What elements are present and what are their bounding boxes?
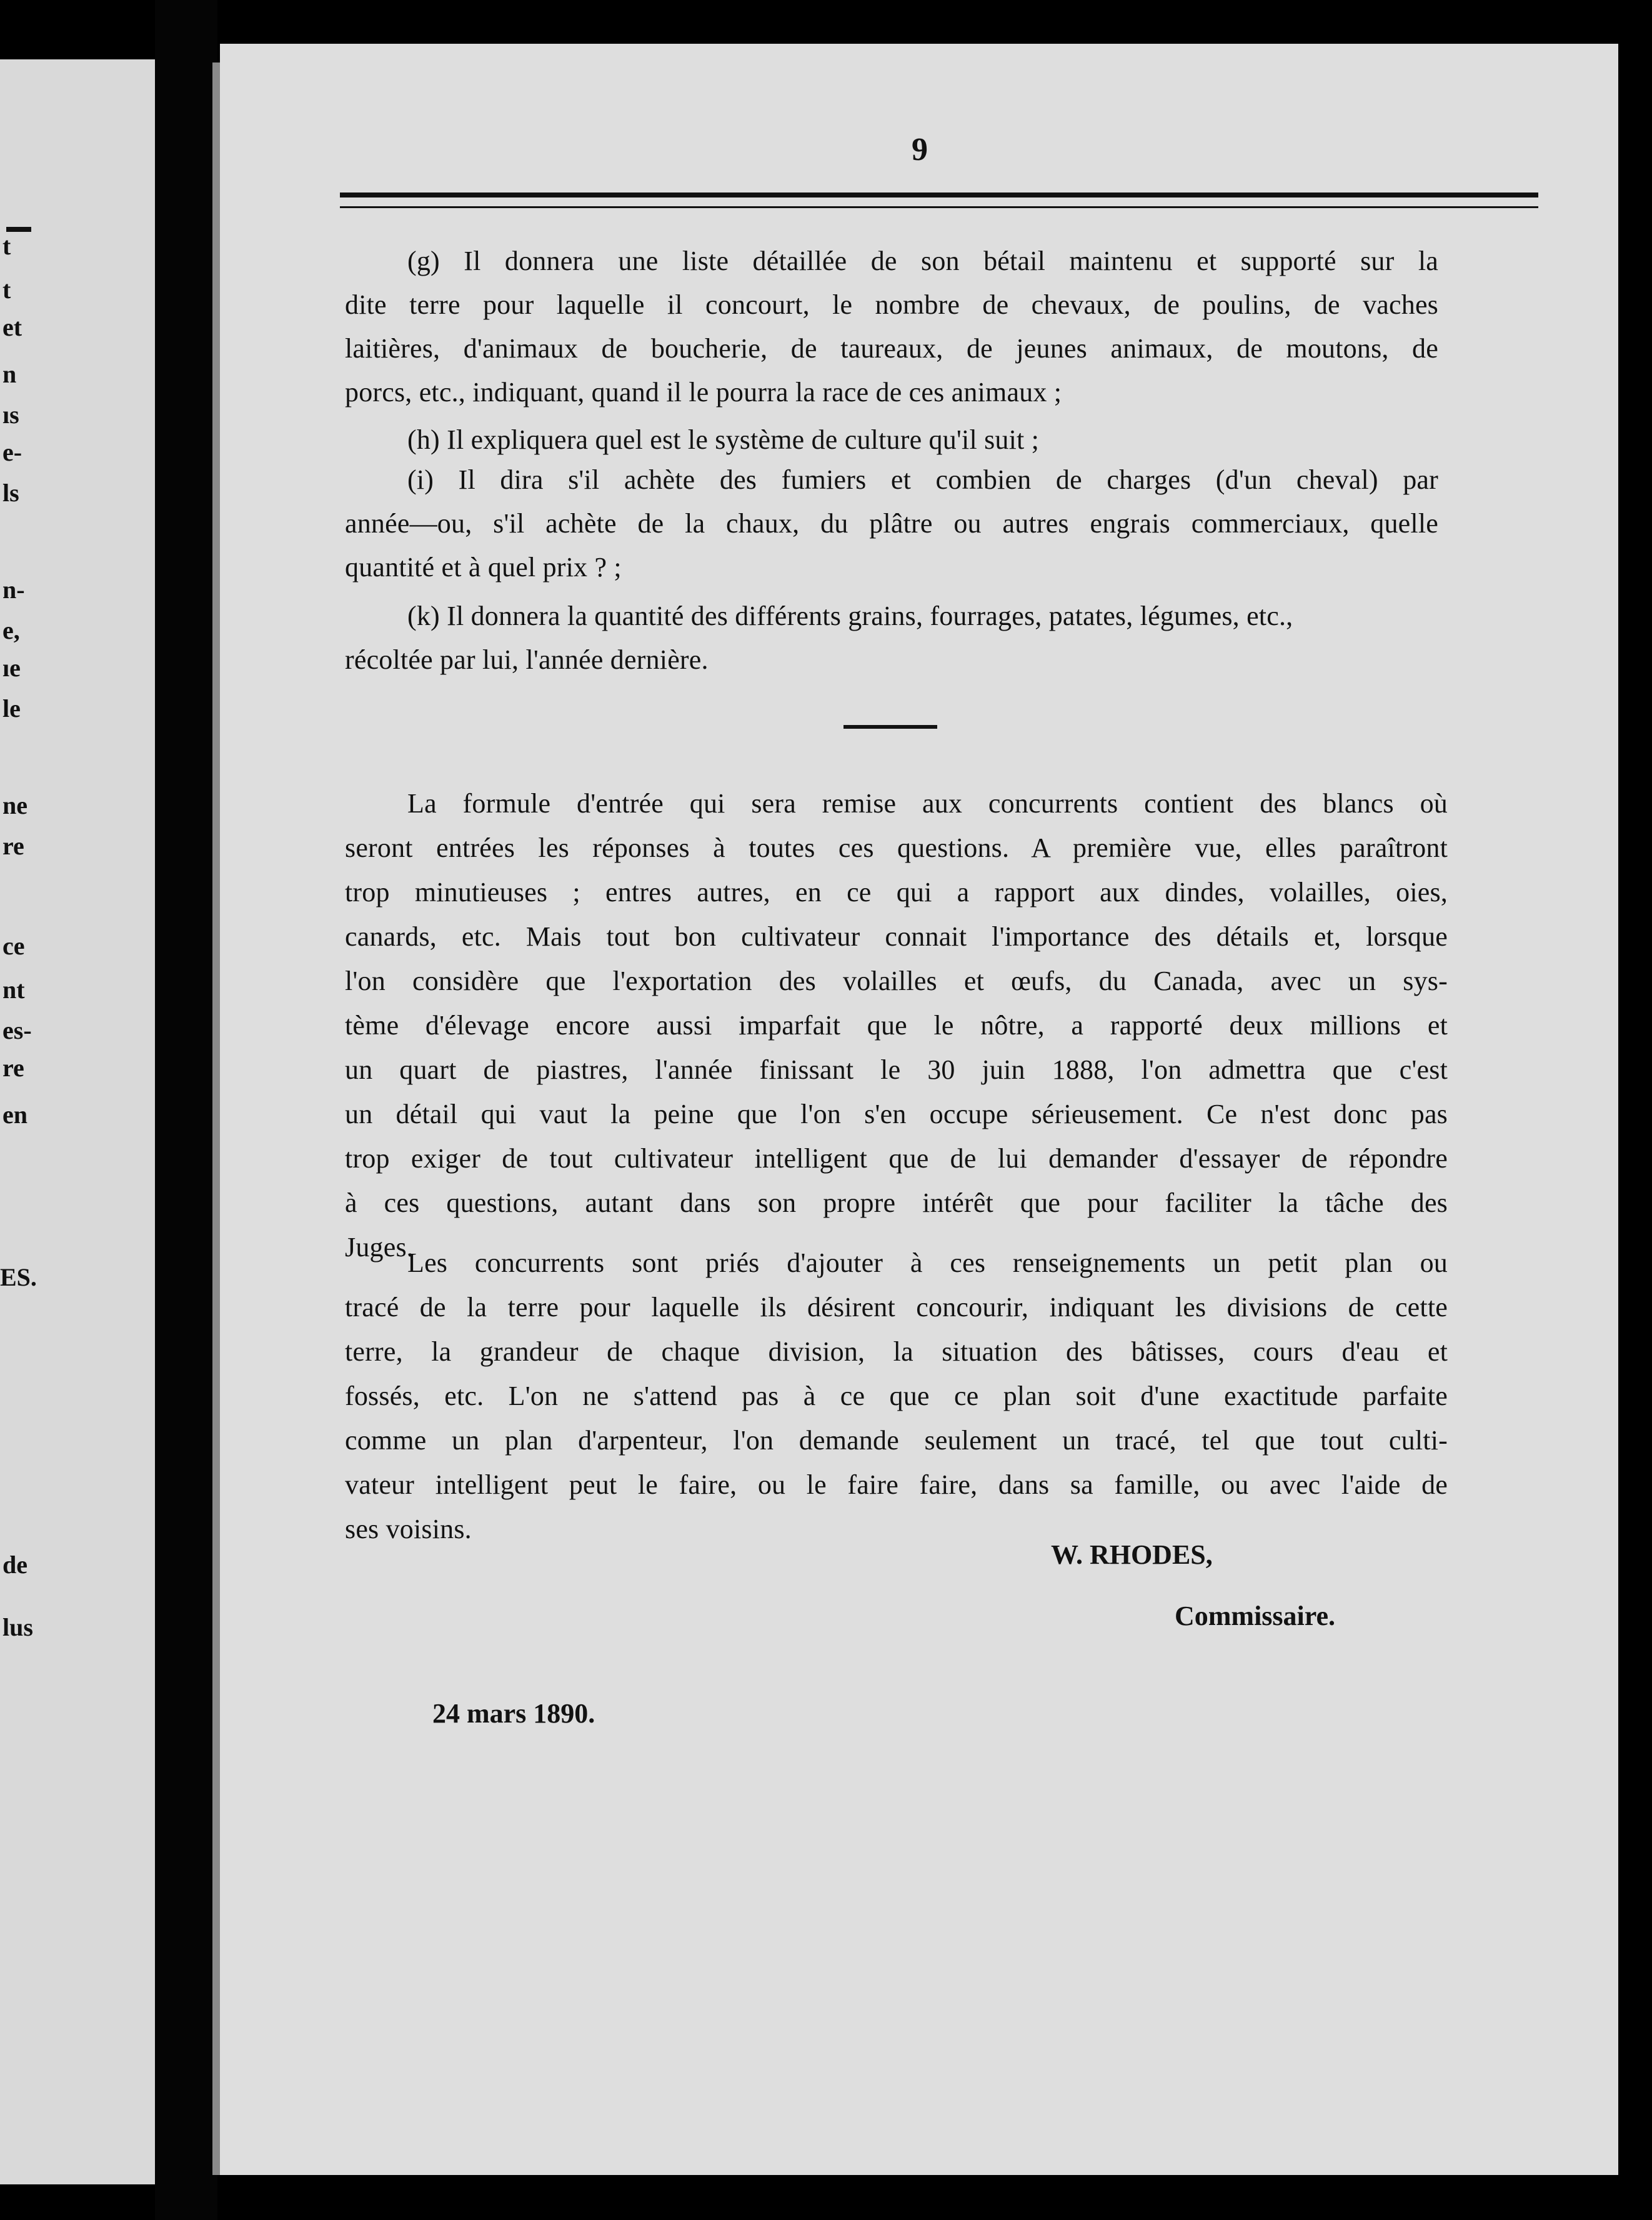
left-page-fragment: ıs xyxy=(2,401,19,429)
paragraph-1-line: La formule d'entrée qui sera remise aux concurrents contient des blancs où xyxy=(407,788,1448,819)
section-k-line: récoltée par lui, l'année dernière. xyxy=(345,644,709,675)
section-g-line: dite terre pour laquelle il concourt, le nombre de chevaux, de poulins, de vaches xyxy=(345,289,1438,320)
left-page-fragment: ce xyxy=(2,932,25,960)
paragraph-1-line: à ces questions, autant dans son propre intérêt que pour faciliter la tâche des xyxy=(345,1188,1448,1218)
header-rule-thin xyxy=(340,206,1538,208)
left-page-fragment: lus xyxy=(2,1613,33,1641)
left-page-fragment: ne xyxy=(2,791,27,819)
left-page-fragment: n xyxy=(2,360,17,388)
paragraph-1-line: trop minutieuses ; entres autres, en ce qui a rapport aux dindes, volailles, oies, xyxy=(345,877,1448,908)
left-page-fragment: ls xyxy=(2,479,19,507)
paragraph-2-line: terre, la grandeur de chaque division, la situation des bâtisses, cours d'eau et xyxy=(345,1336,1448,1367)
section-h-line: (h) Il expliquera quel est le système de culture qu'il suit ; xyxy=(407,424,1040,455)
section-g-line: (g) Il donnera une liste détaillée de son bétail maintenu et supporté sur la xyxy=(407,246,1438,276)
paragraph-2-line: fossés, etc. L'on ne s'attend pas à ce que ce plan soit d'une exactitude parfaite xyxy=(345,1381,1448,1411)
paragraph-1-line: l'on considère que l'exportation des volailles et œufs, du Canada, avec un sys- xyxy=(345,966,1448,996)
left-page-fragment: de xyxy=(2,1551,27,1579)
section-i-line: (i) Il dira s'il achète des fumiers et combien de charges (d'un cheval) par xyxy=(407,464,1438,495)
page-edge xyxy=(212,62,220,2175)
paragraph-1-line: canards, etc. Mais tout bon cultivateur connait l'importance des détails et, lorsque xyxy=(345,921,1448,952)
paragraph-1-line: trop exiger de tout cultivateur intelligent que de lui demander d'essayer de répondre xyxy=(345,1143,1448,1174)
left-page-fragment: en xyxy=(2,1101,27,1129)
page-number: 9 xyxy=(912,132,928,168)
left-page-fragment: t xyxy=(2,276,11,304)
left-page-fragment: es- xyxy=(2,1016,32,1044)
paragraph-1-line: un quart de piastres, l'année finissant le 30 juin 1888, l'on admettra que c'est xyxy=(345,1054,1448,1085)
book-gutter xyxy=(155,0,217,2220)
section-g-line: porcs, etc., indiquant, quand il le pourra la race de ces animaux ; xyxy=(345,377,1062,408)
section-k-line: (k) Il donnera la quantité des différents grains, fourrages, patates, légumes, etc., xyxy=(407,601,1293,631)
document-page xyxy=(220,44,1618,2175)
paragraph-1-line: tème d'élevage encore aussi imparfait que le nôtre, a rapporté deux millions et xyxy=(345,1010,1448,1041)
paragraph-1-line: Juges. xyxy=(345,1232,414,1262)
left-page-fragment: e, xyxy=(2,616,20,644)
signature-title: Commissaire. xyxy=(1175,1601,1336,1631)
paragraph-1-line: seront entrées les réponses à toutes ces questions. A première vue, elles paraîtront xyxy=(345,832,1448,863)
left-page-fragment: et xyxy=(2,313,22,341)
paragraph-1-line: un détail qui vaut la peine que l'on s'en occupe sérieusement. Ce n'est donc pas xyxy=(345,1099,1448,1129)
section-i-line: année—ou, s'il achète de la chaux, du plâtre ou autres engrais commerciaux, quelle xyxy=(345,508,1438,539)
document-date: 24 mars 1890. xyxy=(432,1698,595,1729)
left-page-fragment: n- xyxy=(2,576,25,604)
left-page-fragment: t xyxy=(2,232,11,260)
header-rule xyxy=(340,192,1538,198)
paragraph-2-line: ses voisins. xyxy=(345,1514,472,1544)
left-page-fragment: e- xyxy=(2,438,22,466)
left-page-fragment: le xyxy=(2,694,21,722)
paragraph-2-line: tracé de la terre pour laquelle ils désirent concourir, indiquant les divisions de cette xyxy=(345,1292,1448,1322)
section-g-line: laitières, d'animaux de boucherie, de taureaux, de jeunes animaux, de moutons, de xyxy=(345,333,1438,364)
left-page-fragment: ES. xyxy=(0,1263,37,1291)
section-i-line: quantité et à quel prix ? ; xyxy=(345,552,622,582)
section-separator xyxy=(843,725,937,729)
left-page-fragment: ıe xyxy=(2,654,21,682)
left-page-fragment: re xyxy=(2,1054,24,1082)
left-page-edge xyxy=(0,59,155,2184)
paragraph-2-line: vateur intelligent peut le faire, ou le faire faire, dans sa famille, ou avec l'aide de xyxy=(345,1469,1448,1500)
paragraph-2-line: comme un plan d'arpenteur, l'on demande seulement un tracé, tel que tout culti- xyxy=(345,1425,1448,1456)
left-page-fragment: nt xyxy=(2,976,25,1004)
paragraph-2-line: Les concurrents sont priés d'ajouter à ces renseignements un petit plan ou xyxy=(407,1248,1448,1278)
signature-name: W. RHODES, xyxy=(1051,1539,1213,1570)
left-page-fragment: re xyxy=(2,832,24,860)
